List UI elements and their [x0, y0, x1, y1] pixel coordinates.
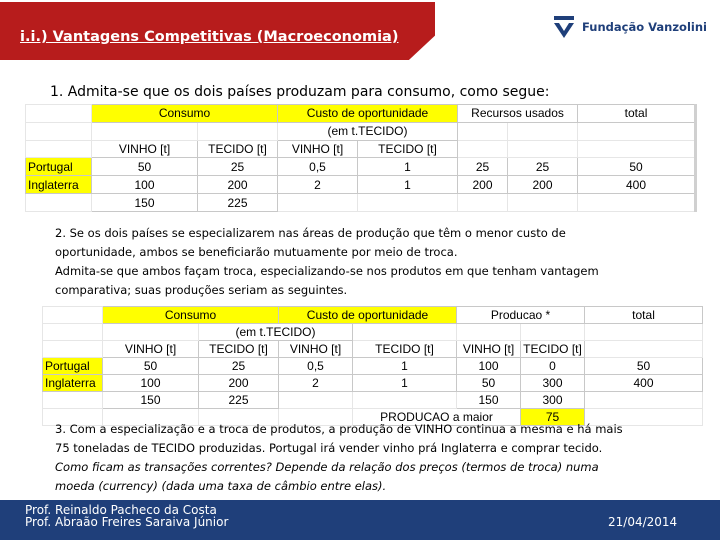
table-cell: 50 — [578, 158, 696, 176]
col-vinho: VINHO [t] — [279, 341, 353, 358]
slide-title: i.i.) Vantagens Competitivas (Macroeconomia) — [20, 29, 399, 45]
table-cell — [279, 392, 353, 409]
table-cell: 100 — [103, 375, 199, 392]
col-tecido: TECIDO [t] — [353, 341, 457, 358]
header-producao: Producao * — [457, 307, 585, 324]
paragraph-3-line: 3. Com a especialização e a troca de produtos, a produção de VINHO continua a mesma e há mais — [55, 422, 623, 436]
row-label: Portugal — [26, 158, 92, 176]
vanzolini-logo-icon — [552, 14, 576, 40]
row-label: Portugal — [43, 358, 103, 375]
table-row — [26, 194, 696, 212]
table-cell: 1 — [353, 375, 457, 392]
table-cell: 400 — [578, 176, 696, 194]
paragraph-3-line: 75 toneladas de TECIDO produzidas. Portugal irá vender vinho prá Inglaterra e comprar tecido. — [55, 441, 603, 455]
table-cell — [521, 324, 585, 341]
table-cell: 25 — [508, 158, 578, 176]
table-row — [26, 158, 696, 176]
table-row — [43, 392, 703, 409]
paragraph-2-line: Admita-se que ambos façam troca, especializando-se nos produtos em que tenham vantagem — [55, 264, 599, 278]
table-cell — [43, 341, 103, 358]
table-cell: 200 — [198, 176, 278, 194]
col-vinho: VINHO [t] — [457, 341, 521, 358]
paragraph-2-line: comparativa; suas produções seriam as seguintes. — [55, 283, 348, 297]
table-cell — [43, 324, 103, 341]
sum-cell: 300 — [521, 392, 585, 409]
table-cell: 200 — [458, 176, 508, 194]
col-tecido: TECIDO [t] — [199, 341, 279, 358]
table-cell: 50 — [103, 358, 199, 375]
table-cell — [358, 194, 458, 212]
table-cell: 25 — [198, 158, 278, 176]
header-consumo: Consumo — [92, 105, 278, 123]
logo — [552, 14, 712, 42]
table-cell — [458, 140, 508, 158]
table-cell — [458, 122, 508, 140]
table-row — [43, 358, 703, 375]
row-label: Inglaterra — [26, 176, 92, 194]
table-cell: 0,5 — [279, 358, 353, 375]
col-tecido: TECIDO [t] — [198, 140, 278, 158]
table-cell — [26, 140, 92, 158]
col-vinho: VINHO [t] — [103, 341, 199, 358]
table-cell: 2 — [278, 176, 358, 194]
header-em-tecido: (em t.TECIDO) — [199, 324, 353, 341]
footer-author-2: Prof. Abraão Freires Saraiva Júnior — [25, 515, 229, 529]
table-cell: 50 — [585, 358, 703, 375]
header-total: total — [578, 105, 696, 123]
table-cell — [508, 140, 578, 158]
table-cell: 50 — [92, 158, 198, 176]
sum-cell: 150 — [457, 392, 521, 409]
table-cell: 100 — [457, 358, 521, 375]
header-consumo: Consumo — [103, 307, 279, 324]
table-row — [26, 176, 696, 194]
table-cell — [26, 122, 92, 140]
table-cell — [353, 392, 457, 409]
table-cell — [198, 122, 278, 140]
col-tecido: TECIDO [t] — [358, 140, 458, 158]
col-vinho: VINHO [t] — [278, 140, 358, 158]
header-total: total — [585, 307, 703, 324]
table-cell: 25 — [458, 158, 508, 176]
paragraph-3-line: moeda (currency) (dada uma taxa de câmbio entre elas). — [55, 479, 387, 493]
table-cell — [92, 122, 198, 140]
paragraph-2-line: oportunidade, ambos se beneficiarão mutuamente por meio de troca. — [55, 245, 458, 259]
table-cell: 1 — [353, 358, 457, 375]
table-cell — [26, 105, 92, 123]
table-cell: 0,5 — [278, 158, 358, 176]
table-cell — [43, 392, 103, 409]
table-cell — [578, 194, 696, 212]
header-custo-oportunidade: Custo de oportunidade — [278, 105, 458, 123]
producao-maior-label: PRODUCAO a maior — [353, 409, 521, 426]
header-em-tecido: (em t.TECIDO) — [278, 122, 458, 140]
table-cell: 200 — [199, 375, 279, 392]
paragraph-3 — [55, 420, 715, 496]
col-tecido: TECIDO [t] — [521, 341, 585, 358]
table-cell: 25 — [199, 358, 279, 375]
paragraph-2 — [55, 224, 715, 300]
footer-author-1: Prof. Reinaldo Pacheco da Costa — [25, 503, 217, 517]
table-cell: 400 — [585, 375, 703, 392]
footer — [0, 500, 720, 540]
table-cell — [353, 324, 457, 341]
table-cell: 1 — [358, 158, 458, 176]
table-cell — [585, 341, 703, 358]
header-custo-oportunidade: Custo de oportunidade — [279, 307, 457, 324]
table-cell: 300 — [521, 375, 585, 392]
table-2 — [42, 306, 703, 426]
footer-date: 21/04/2014 — [608, 515, 678, 529]
col-vinho: VINHO [t] — [92, 140, 198, 158]
table-cell — [508, 122, 578, 140]
paragraph-2-line: 2. Se os dois países se especializarem nas áreas de produção que têm o menor custo de — [55, 226, 566, 240]
sum-cell: 150 — [92, 194, 198, 212]
paragraph-1: 1. Admita-se que os dois países produzam para consumo, como segue: — [50, 84, 550, 100]
table-cell: 2 — [279, 375, 353, 392]
table-cell: 0 — [521, 358, 585, 375]
table-cell — [585, 392, 703, 409]
producao-maior-value: 75 — [521, 409, 585, 426]
table-cell: 50 — [457, 375, 521, 392]
sum-cell: 150 — [103, 392, 199, 409]
table-cell: 100 — [92, 176, 198, 194]
row-label: Inglaterra — [43, 375, 103, 392]
sum-cell: 225 — [198, 194, 278, 212]
table-cell — [578, 122, 696, 140]
table-cell — [43, 307, 103, 324]
table-cell — [103, 324, 199, 341]
table-cell: 1 — [358, 176, 458, 194]
table-cell — [26, 194, 92, 212]
table-cell — [457, 324, 521, 341]
table-cell — [585, 324, 703, 341]
paragraph-3-line: Como ficam as transações correntes? Depende da relação dos preços (termos de troca) numa — [55, 460, 599, 474]
table-cell — [458, 194, 508, 212]
table-cell — [508, 194, 578, 212]
table-cell: 200 — [508, 176, 578, 194]
table-row — [43, 375, 703, 392]
logo-text: Fundação Vanzolini — [582, 20, 707, 34]
sum-cell: 225 — [199, 392, 279, 409]
table-1 — [25, 104, 697, 212]
header-recursos-usados: Recursos usados — [458, 105, 578, 123]
table-cell — [278, 194, 358, 212]
table-cell — [578, 140, 696, 158]
